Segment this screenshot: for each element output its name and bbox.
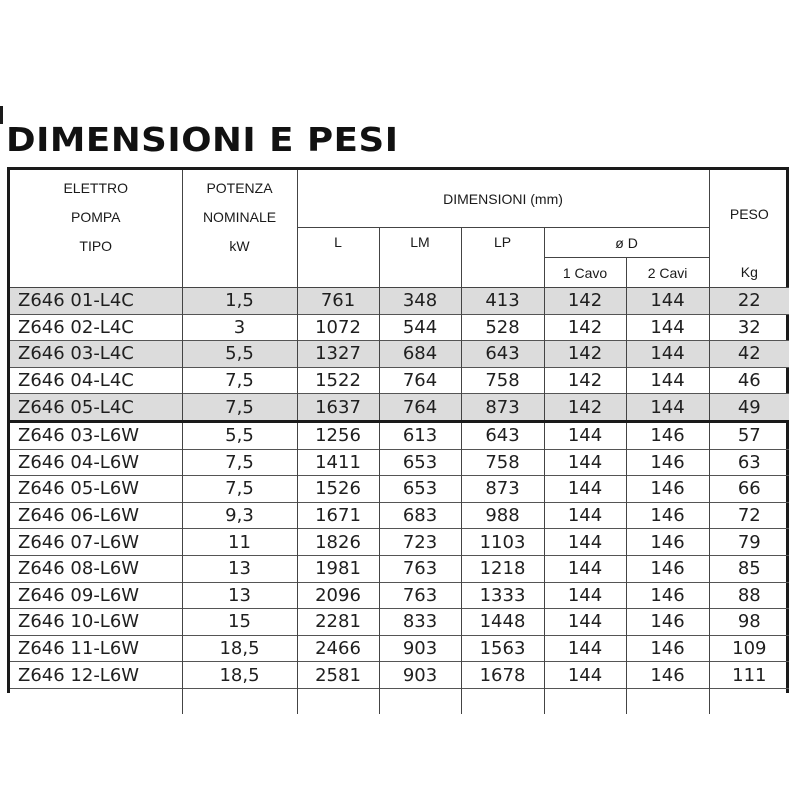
header-tipo-line-3: TIPO	[79, 238, 113, 254]
cell-lm: 763	[379, 582, 461, 609]
cell-l: 1327	[297, 341, 379, 368]
cell-l: 1256	[297, 421, 379, 449]
cell-tipo: Z646 04-L6W	[10, 449, 182, 476]
cell-kw: 9,3	[182, 502, 297, 529]
header-potenza-line-1: POTENZA	[206, 180, 273, 196]
cell-kw: 7,5	[182, 476, 297, 503]
cell-lm: 764	[379, 394, 461, 422]
empty-cell	[544, 688, 626, 714]
cell-lp: 1333	[461, 582, 544, 609]
cell-d-2-cavi: 146	[626, 421, 709, 449]
table-body	[10, 288, 789, 714]
cell-kw: 3	[182, 314, 297, 341]
table-row	[10, 314, 789, 341]
cell-tipo: Z646 02-L4C	[10, 314, 182, 341]
cell-l: 1637	[297, 394, 379, 422]
cell-lm: 613	[379, 421, 461, 449]
cell-d-1-cavo: 142	[544, 341, 626, 368]
empty-cell	[10, 688, 182, 714]
cell-kw: 13	[182, 582, 297, 609]
cell-d-1-cavo: 142	[544, 394, 626, 422]
cell-lp: 758	[461, 449, 544, 476]
table-row	[10, 582, 789, 609]
cell-d-1-cavo: 144	[544, 609, 626, 636]
cell-lp: 643	[461, 341, 544, 368]
cell-d-1-cavo: 142	[544, 288, 626, 315]
cell-d-1-cavo: 144	[544, 555, 626, 582]
cell-tipo: Z646 05-L6W	[10, 476, 182, 503]
cell-tipo: Z646 08-L6W	[10, 555, 182, 582]
cell-kg: 72	[709, 502, 789, 529]
left-margin-rule	[0, 106, 3, 124]
table-row	[10, 635, 789, 662]
cell-kg: 46	[709, 367, 789, 394]
cell-d-2-cavi: 146	[626, 582, 709, 609]
cell-lp: 1218	[461, 555, 544, 582]
table-row	[10, 609, 789, 636]
cell-tipo: Z646 04-L4C	[10, 367, 182, 394]
cell-lp: 643	[461, 421, 544, 449]
cell-lp: 1103	[461, 529, 544, 556]
cell-d-2-cavi: 144	[626, 367, 709, 394]
cell-kw: 5,5	[182, 341, 297, 368]
cell-d-1-cavo: 144	[544, 635, 626, 662]
dimensions-weights-table	[10, 170, 789, 714]
cell-l: 1072	[297, 314, 379, 341]
cell-lm: 348	[379, 288, 461, 315]
empty-cell	[379, 688, 461, 714]
header-1-cavo: 1 Cavo	[544, 258, 626, 288]
cell-lm: 903	[379, 635, 461, 662]
cell-kw: 1,5	[182, 288, 297, 315]
cell-kg: 88	[709, 582, 789, 609]
table-row	[10, 502, 789, 529]
cell-d-2-cavi: 146	[626, 555, 709, 582]
cell-tipo: Z646 07-L6W	[10, 529, 182, 556]
cell-d-2-cavi: 146	[626, 609, 709, 636]
cell-tipo: Z646 03-L4C	[10, 341, 182, 368]
empty-cell	[709, 688, 789, 714]
cell-d-2-cavi: 144	[626, 314, 709, 341]
cell-lp: 758	[461, 367, 544, 394]
cell-lp: 1678	[461, 662, 544, 689]
cell-d-2-cavi: 146	[626, 662, 709, 689]
cell-l: 2466	[297, 635, 379, 662]
cell-kw: 5,5	[182, 421, 297, 449]
cell-d-1-cavo: 142	[544, 314, 626, 341]
cell-kg: 57	[709, 421, 789, 449]
header-lp: LP	[461, 228, 544, 288]
header-potenza-unit: kW	[229, 238, 250, 254]
cell-d-2-cavi: 146	[626, 635, 709, 662]
cell-d-1-cavo: 144	[544, 421, 626, 449]
cell-tipo: Z646 12-L6W	[10, 662, 182, 689]
table-row	[10, 476, 789, 503]
header-diameter: ø D	[544, 228, 709, 258]
cell-l: 2581	[297, 662, 379, 689]
cell-kw: 7,5	[182, 394, 297, 422]
header-dimensioni: DIMENSIONI (mm)	[297, 170, 709, 228]
cell-lm: 723	[379, 529, 461, 556]
cell-d-1-cavo: 144	[544, 502, 626, 529]
cell-kg: 85	[709, 555, 789, 582]
cell-d-2-cavi: 144	[626, 288, 709, 315]
table-row	[10, 662, 789, 689]
cell-l: 1671	[297, 502, 379, 529]
header-lm: LM	[379, 228, 461, 288]
cell-kw: 15	[182, 609, 297, 636]
cell-d-2-cavi: 146	[626, 502, 709, 529]
cell-lp: 988	[461, 502, 544, 529]
cell-l: 1981	[297, 555, 379, 582]
header-potenza	[182, 170, 297, 288]
cell-lp: 1563	[461, 635, 544, 662]
cell-kg: 32	[709, 314, 789, 341]
cell-d-1-cavo: 144	[544, 476, 626, 503]
table-row	[10, 341, 789, 368]
cell-l: 761	[297, 288, 379, 315]
cell-lm: 653	[379, 476, 461, 503]
cell-tipo: Z646 10-L6W	[10, 609, 182, 636]
cell-kg: 98	[709, 609, 789, 636]
cell-lm: 903	[379, 662, 461, 689]
cell-d-2-cavi: 146	[626, 476, 709, 503]
cell-tipo: Z646 05-L4C	[10, 394, 182, 422]
cell-lp: 873	[461, 476, 544, 503]
table-row	[10, 288, 789, 315]
cell-lm: 763	[379, 555, 461, 582]
cell-lp: 1448	[461, 609, 544, 636]
cell-lm: 764	[379, 367, 461, 394]
table-row	[10, 449, 789, 476]
cell-lm: 833	[379, 609, 461, 636]
header-2-cavi: 2 Cavi	[626, 258, 709, 288]
cell-d-2-cavi: 146	[626, 449, 709, 476]
cell-d-2-cavi: 144	[626, 394, 709, 422]
header-potenza-line-2: NOMINALE	[202, 209, 277, 225]
cell-d-1-cavo: 142	[544, 367, 626, 394]
cell-kg: 109	[709, 635, 789, 662]
cell-lp: 413	[461, 288, 544, 315]
header-tipo-line-2: POMPA	[70, 209, 121, 225]
cell-l: 2096	[297, 582, 379, 609]
cell-kw: 11	[182, 529, 297, 556]
cell-kw: 13	[182, 555, 297, 582]
cell-kw: 7,5	[182, 367, 297, 394]
cell-kg: 63	[709, 449, 789, 476]
empty-cell	[461, 688, 544, 714]
cell-kg: 42	[709, 341, 789, 368]
cell-tipo: Z646 06-L6W	[10, 502, 182, 529]
cell-tipo: Z646 09-L6W	[10, 582, 182, 609]
header-tipo	[10, 170, 182, 288]
cell-kg: 79	[709, 529, 789, 556]
cell-lm: 684	[379, 341, 461, 368]
cell-d-2-cavi: 146	[626, 529, 709, 556]
cell-tipo: Z646 03-L6W	[10, 421, 182, 449]
cell-kw: 18,5	[182, 662, 297, 689]
cell-d-1-cavo: 144	[544, 449, 626, 476]
cell-l: 1826	[297, 529, 379, 556]
cell-l: 2281	[297, 609, 379, 636]
cell-kg: 49	[709, 394, 789, 422]
header-l: L	[297, 228, 379, 288]
table-row	[10, 555, 789, 582]
empty-cell	[626, 688, 709, 714]
header-tipo-line-1: ELETTRO	[63, 180, 129, 196]
cell-d-1-cavo: 144	[544, 529, 626, 556]
cell-lm: 653	[379, 449, 461, 476]
page-title: DIMENSIONI E PESI	[6, 120, 399, 159]
empty-cell	[182, 688, 297, 714]
empty-cell	[297, 688, 379, 714]
header-kg: Kg	[709, 258, 789, 288]
cell-d-2-cavi: 144	[626, 341, 709, 368]
cell-kg: 22	[709, 288, 789, 315]
table-row	[10, 367, 789, 394]
cell-kg: 66	[709, 476, 789, 503]
cell-lm: 683	[379, 502, 461, 529]
empty-row	[10, 688, 789, 714]
cell-kw: 7,5	[182, 449, 297, 476]
cell-l: 1411	[297, 449, 379, 476]
cell-lm: 544	[379, 314, 461, 341]
cell-l: 1526	[297, 476, 379, 503]
cell-lp: 528	[461, 314, 544, 341]
header-peso: PESO	[709, 170, 789, 258]
cell-d-1-cavo: 144	[544, 662, 626, 689]
cell-lp: 873	[461, 394, 544, 422]
cell-kg: 111	[709, 662, 789, 689]
cell-d-1-cavo: 144	[544, 582, 626, 609]
table-row	[10, 529, 789, 556]
cell-tipo: Z646 11-L6W	[10, 635, 182, 662]
cell-tipo: Z646 01-L4C	[10, 288, 182, 315]
cell-kw: 18,5	[182, 635, 297, 662]
table-row	[10, 421, 789, 449]
table-row	[10, 394, 789, 422]
cell-l: 1522	[297, 367, 379, 394]
